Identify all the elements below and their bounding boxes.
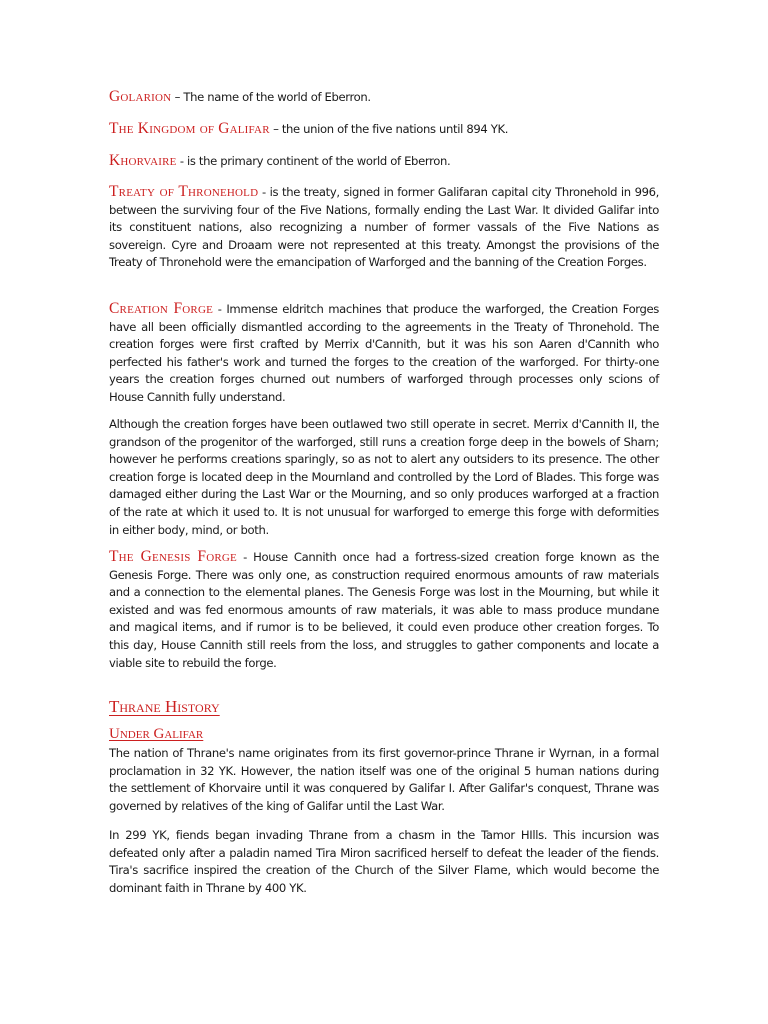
glossary-entry-treaty-of-thronehold bbox=[109, 183, 659, 272]
creation-forge-paragraph: Although the creation forges have been outlawed two still operate in secret. Merrix d'Cannith II, the grandson of the progenitor of the warforged, still runs a creation forge deep in the bowels of Sharn; however he performs creations sparingly, so as not to alert any outsiders to its presence. The other creation forge is located deep in the Mournland and controlled by the Lord of Blades. This forge was damaged either during the Last War or the Mourning, and so only produces warforged at a fraction of the rate at which it used to. It is not unusual for warforged to emerge this forge with deformities in either body, mind, or both. bbox=[109, 417, 659, 537]
glossary-term: The Kingdom of Galifar bbox=[109, 120, 270, 137]
glossary-term: The Genesis Forge bbox=[109, 548, 237, 565]
glossary-definition: – the union of the five nations until 894 YK. bbox=[269, 122, 509, 136]
glossary-entry-golarion bbox=[109, 88, 659, 107]
section-heading-thrane-history: Thrane History bbox=[109, 697, 220, 716]
glossary-definition: – The name of the world of Eberron. bbox=[171, 90, 371, 104]
glossary-definition: - is the treaty, signed in former Galifaran capital city Thronehold in 996, between the surviving four of the Five Nations, formally ending the Last War. It divided Galifar into its constituent nations, also recognizing a number of former vassals of the Five Nations as sovereign. Cyre and Droaam were not represented at this treaty. Amongst the provisions of the Treaty of Thronehold were the emancipation of Warforged and the banning of the Creation Forges. bbox=[109, 185, 659, 270]
glossary-entry-kingdom-of-galifar bbox=[109, 120, 659, 139]
glossary-entry-creation-forge bbox=[109, 300, 659, 407]
glossary-entry-khorvaire bbox=[109, 152, 659, 171]
glossary-term: Golarion bbox=[109, 88, 172, 105]
glossary-definition: - Immense eldritch machines that produce the warforged, the Creation Forges have all been officially dismantled according to the agreements in the Treaty of Thronehold. The creation forges were first crafted by Merrix d'Cannith, but it was his son Aaren d'Cannith who perfected his father's work and turned the forges to the creation of the warforged. For thirty-one years the creation forges churned out numbers of warforged through processes only scions of House Cannith fully understand. bbox=[109, 302, 660, 404]
glossary-term: Khorvaire bbox=[109, 152, 177, 169]
glossary-definition: - is the primary continent of the world of Eberron. bbox=[176, 154, 451, 168]
thrane-history-paragraph: In 299 YK, fiends began invading Thrane from a chasm in the Tamor HIlls. This incursion was defeated only after a paladin named Tira Miron sacrificed herself to defeat the leader of the fiends. Tira's sacrifice inspired the creation of the Church of the Silver Flame, which would become the dominant faith in Thrane by 400 YK. bbox=[109, 828, 659, 895]
glossary-term: Creation Forge bbox=[109, 300, 214, 317]
glossary-entry-genesis-forge bbox=[109, 548, 659, 672]
subheading-under-galifar: Under Galifar bbox=[109, 726, 204, 742]
thrane-history-paragraph: The nation of Thrane's name originates from its first governor-prince Thrane ir Wyrnan, in a formal proclamation in 32 YK. However, the nation itself was one of the original 5 human nations during the settlement of Khorvaire until it was conquered by Galifar I. After Galifar's conquest, Thrane was governed by relatives of the king of Galifar until the Last War. bbox=[109, 746, 659, 813]
glossary-definition: - House Cannith once had a fortress-sized creation forge known as the Genesis Forge. There was only one, as construction required enormous amounts of raw materials and a connection to the elemental planes. The Genesis Forge was lost in the Mourning, but while it existed and was fed enormous amounts of raw materials, it was able to mass produce mundane and magical items, and if rumor is to be believed, it could even produce other creation forges. To this day, House Cannith still reels from the loss, and struggles to gather components and locate a viable site to rebuild the forge. bbox=[109, 550, 659, 670]
glossary-term: Treaty of Thronehold bbox=[109, 183, 259, 200]
